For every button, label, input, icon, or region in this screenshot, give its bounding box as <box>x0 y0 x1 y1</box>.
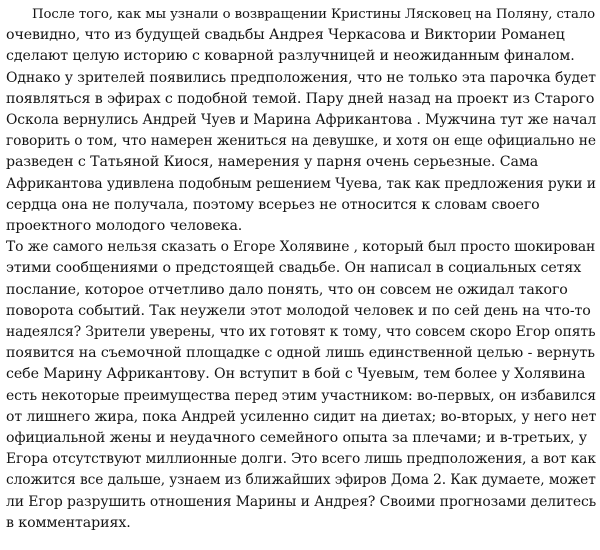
paragraph-2 <box>6 237 596 534</box>
text-line: от лишнего жира, пока Андрей усиленно сидит на диетах; во-вторых, у него нет <box>6 408 597 425</box>
text-line: поворота событий. Так неужели этот молодой человек и по сей день на что-то <box>6 302 591 319</box>
text-line: После того, как мы узнали о возвращении Кристины Лясковец на Поляну, стало <box>32 7 596 22</box>
text-line: проектного молодого человека. <box>6 218 243 235</box>
paragraph-1 <box>6 4 596 237</box>
text-line: очевидно, что из будущей свадьбы Андрея Черкасова и Виктории Романец <box>6 27 565 44</box>
text-line: Африкантова удивлена подобным решением Чуева, так как предложения руки и <box>6 175 596 192</box>
text-line: надеялся? Зрители уверены, что их готовят к тому, что совсем скоро Егор опять <box>6 324 596 341</box>
text-line: появится на съемочной площадке с одной лишь единственной целью - вернуть <box>6 345 595 362</box>
text-line: Оскола вернулись Андрей Чуев и Марина Африкантова . Мужчина тут же начал <box>6 112 597 129</box>
text-line: Однако у зрителей появились предположения, что не только эта парочка будет <box>6 69 596 86</box>
text-line: в комментариях. <box>6 514 131 531</box>
text-line: Егора отсутствуют миллионные долги. Это всего лишь предположения, а вот как <box>6 451 596 468</box>
text-line: сделают целую историю с коварной разлучницей и неожиданным финалом. <box>6 48 575 65</box>
text-line: То же самого нельзя сказать о Егоре Холявине , который был просто шокирован <box>6 239 596 256</box>
text-line: появляться в эфирах с подобной темой. Пару дней назад на проект из Старого <box>6 90 595 107</box>
text-line: себе Марину Африкантову. Он вступит в бой с Чуевым, тем более у Холявина <box>6 366 586 383</box>
text-line: ли Егор разрушить отношения Марины и Андрея? Своими прогнозами делитесь <box>6 493 597 510</box>
text-line: сердца она не получала, поэтому всерьез не относится к словам своего <box>6 196 540 213</box>
text-line: есть некоторые преимущества перед этим участником: во-первых, он избавился <box>6 387 596 404</box>
text-line: сложится все дальше, узнаем из ближайших эфиров Дома 2. Как думаете, может <box>6 472 596 489</box>
text-line: этими сообщениями о предстоящей свадьбе. Он написал в социальных сетях <box>6 260 582 277</box>
text-line: разведен с Татьяной Киося, намерения у парня очень серьезные. Сама <box>6 154 539 171</box>
article-body <box>6 4 596 534</box>
text-line: говорить о том, что намерен жениться на девушке, и хотя он еще официально не <box>6 133 596 150</box>
text-line: официальной жены и неудачного семейного опыта за плечами; и в-третьих, у <box>6 430 588 447</box>
text-line: послание, которое отчетливо дало понять, что он совсем не ожидал такого <box>6 281 568 298</box>
